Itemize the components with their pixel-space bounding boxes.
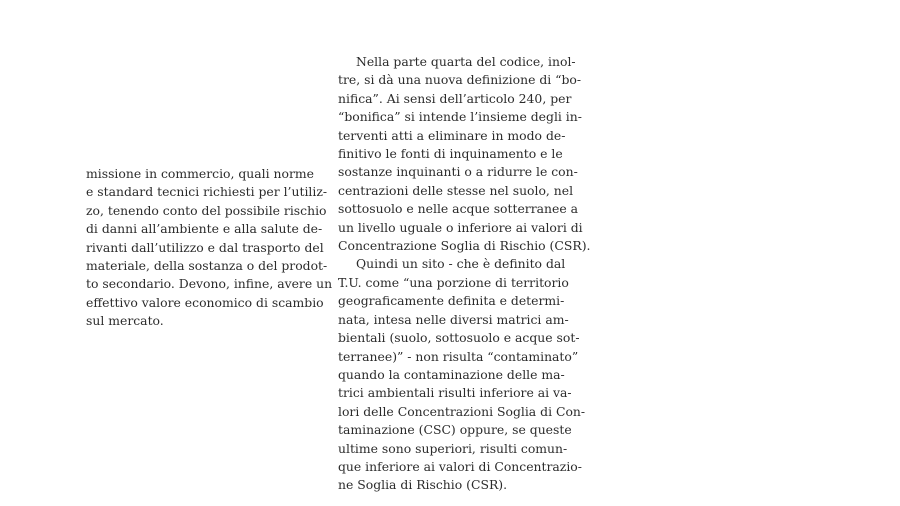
right-text-column: [338, 53, 591, 495]
text-line: Quindi un sito - che è definito dal: [356, 256, 566, 272]
text-line: quando la contaminazione delle ma-: [338, 366, 565, 382]
text-line: nifica”. Ai sensi dell’articolo 240, per: [338, 90, 572, 106]
text-line: effettivo valore economico di scambio: [86, 294, 324, 310]
text-line: sul mercato.: [86, 313, 164, 329]
text-line: Concentrazione Soglia di Rischio (CSR).: [338, 238, 591, 254]
text-line: bientali (suolo, sottosuolo e acque sot-: [338, 330, 580, 346]
text-line: rivanti dall’utilizzo e dal trasporto del: [86, 239, 324, 255]
text-line: sottosuolo e nelle acque sotterranee a: [338, 201, 579, 217]
text-line: finitivo le fonti di inquinamento e le: [338, 146, 563, 162]
text-line: que inferiore ai valori di Concentrazio-: [338, 458, 582, 474]
text-line: terranee)” - non risulta “contaminato”: [338, 348, 579, 364]
text-line: centrazioni delle stesse nel suolo, nel: [338, 182, 574, 198]
text-line: “bonifica” si intende l’insieme degli in-: [338, 109, 582, 125]
text-line: T.U. come “una porzione di territorio: [338, 274, 569, 290]
text-line: terventi atti a eliminare in modo de-: [338, 127, 566, 143]
text-line: nata, intesa nelle diversi matrici am-: [338, 311, 569, 327]
text-line: di danni all’ambiente e alla salute de-: [86, 221, 323, 237]
text-line: un livello uguale o inferiore ai valori di: [338, 219, 583, 235]
text-line: lori delle Concentrazioni Soglia di Con-: [338, 403, 586, 419]
text-line: ne Soglia di Rischio (CSR).: [338, 477, 508, 493]
text-line: tre, si dà una nuova definizione di “bo-: [338, 72, 582, 88]
text-line: ultime sono superiori, risulti comun-: [338, 440, 568, 456]
text-line: zo, tenendo conto del possibile rischio: [86, 202, 327, 218]
text-line: geograficamente definita e determi-: [338, 293, 565, 309]
paragraph-sito-contaminato: [338, 255, 586, 494]
text-line: missione in commercio, quali norme: [86, 166, 314, 181]
text-line: Nella parte quarta del codice, inol-: [356, 54, 576, 69]
text-line: e standard tecnici richiesti per l’utiliz-: [86, 184, 328, 200]
text-line: trici ambientali risulti inferiore ai va-: [338, 385, 572, 401]
text-line: sostanze inquinanti o a ridurre le con-: [338, 164, 578, 180]
text-line: to secondario. Devono, infine, avere un: [86, 276, 333, 292]
paragraph-bonifica: [338, 53, 591, 255]
text-line: materiale, della sostanza o del prodot-: [86, 258, 328, 274]
text-line: taminazione (CSC) oppure, se queste: [338, 422, 572, 438]
left-text-column: [86, 165, 333, 331]
